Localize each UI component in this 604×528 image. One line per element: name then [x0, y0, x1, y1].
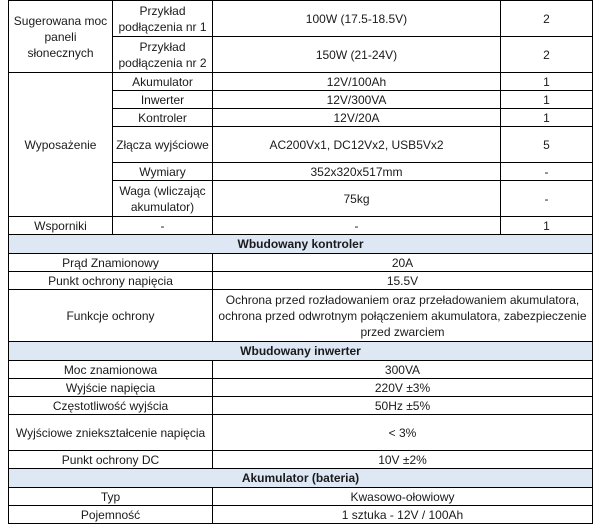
controller-row: [9, 272, 593, 290]
supports-row: [9, 217, 593, 235]
supports-name: -: [113, 217, 213, 235]
solar-row-1: [9, 1, 593, 37]
inverter-param-label: Wyjście napięcia: [9, 379, 213, 397]
equipment-qty: -: [501, 181, 593, 217]
spec-table: [8, 0, 593, 524]
inverter-param-label: Wyjściowe zniekształcenie napięcia: [9, 415, 213, 451]
equipment-qty: 1: [501, 109, 593, 127]
controller-row: [9, 290, 593, 342]
equipment-name: Złącza wyjściowe: [113, 127, 213, 163]
controller-param-value: 20A: [213, 254, 593, 272]
solar-example-1-name: Przykład podłączenia nr 1: [113, 1, 213, 37]
inverter-param-value: 220V ±3%: [213, 379, 593, 397]
inverter-row: [9, 451, 593, 469]
controller-section-header: [9, 235, 593, 254]
solar-example-1-qty: 2: [501, 1, 593, 37]
equipment-value: 75kg: [213, 181, 501, 217]
inverter-param-label: Częstotliwość wyjścia: [9, 397, 213, 415]
inverter-param-value: 10V ±2%: [213, 451, 593, 469]
controller-param-value: 15.5V: [213, 272, 593, 290]
equipment-value: 352x320x517mm: [213, 163, 501, 181]
battery-section-header: [9, 469, 593, 488]
controller-param-label: Prąd Znamionowy: [9, 254, 213, 272]
inverter-param-value: 50Hz ±5%: [213, 397, 593, 415]
controller-section-title: Wbudowany kontroler: [9, 235, 593, 254]
equipment-value: 12V/100Ah: [213, 73, 501, 91]
equipment-value: 12V/300VA: [213, 91, 501, 109]
inverter-param-label: Moc znamionowa: [9, 361, 213, 379]
controller-param-value: Ochrona przed rozładowaniem oraz przeładowaniem akumulatora, ochrona przed odwrotnym połączeniem akumulatora, zabezpieczenie przed zwarciem: [213, 290, 593, 342]
inverter-row: [9, 361, 593, 379]
battery-param-label: Typ: [9, 488, 213, 506]
supports-qty: 1: [501, 217, 593, 235]
equipment-name: Wymiary: [113, 163, 213, 181]
equipment-qty: 1: [501, 91, 593, 109]
solar-example-2-value: 150W (21-24V): [213, 37, 501, 73]
battery-param-label: Pojemność: [9, 506, 213, 524]
inverter-param-value: 300VA: [213, 361, 593, 379]
inverter-row: [9, 415, 593, 451]
inverter-row: [9, 397, 593, 415]
controller-param-label: Punkt ochrony napięcia: [9, 272, 213, 290]
battery-row: [9, 506, 593, 524]
equipment-label: Wyposażenie: [9, 73, 113, 217]
equipment-qty: 1: [501, 73, 593, 91]
equipment-row: [9, 73, 593, 91]
inverter-section-header: [9, 342, 593, 361]
equipment-name: Kontroler: [113, 109, 213, 127]
inverter-section-title: Wbudowany inwerter: [9, 342, 593, 361]
inverter-param-label: Punkt ochrony DC: [9, 451, 213, 469]
battery-param-value: 1 sztuka - 12V / 100Ah: [213, 506, 593, 524]
inverter-param-value: < 3%: [213, 415, 593, 451]
supports-value: -: [213, 217, 501, 235]
equipment-qty: 5: [501, 127, 593, 163]
battery-section-title: Akumulator (bateria): [9, 469, 593, 488]
solar-example-1-value: 100W (17.5-18.5V): [213, 1, 501, 37]
battery-param-value: Kwasowo-ołowiowy: [213, 488, 593, 506]
solar-example-2-qty: 2: [501, 37, 593, 73]
controller-row: [9, 254, 593, 272]
battery-row: [9, 488, 593, 506]
equipment-name: Inwerter: [113, 91, 213, 109]
solar-label: Sugerowana moc paneli słonecznych: [9, 1, 113, 73]
solar-example-2-name: Przykład podłączenia nr 2: [113, 37, 213, 73]
inverter-row: [9, 379, 593, 397]
equipment-qty: -: [501, 163, 593, 181]
equipment-name: Waga (wliczając akumulator): [113, 181, 213, 217]
equipment-value: AC200Vx1, DC12Vx2, USB5Vx2: [213, 127, 501, 163]
equipment-value: 12V/20A: [213, 109, 501, 127]
supports-label: Wsporniki: [9, 217, 113, 235]
equipment-name: Akumulator: [113, 73, 213, 91]
controller-param-label: Funkcje ochrony: [9, 290, 213, 342]
